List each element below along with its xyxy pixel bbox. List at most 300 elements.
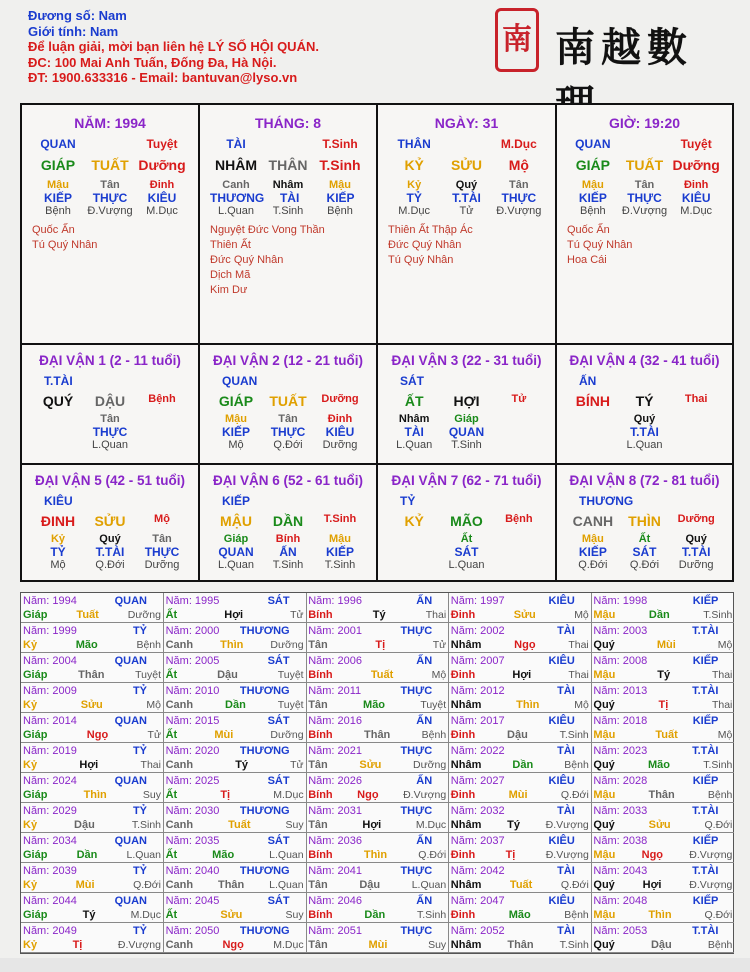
year-cell: [164, 623, 307, 653]
daivan-phase-2: T.Sinh: [324, 559, 356, 571]
pillar-main-2: Mộ: [508, 157, 529, 173]
year-row-bottom: [451, 908, 589, 922]
daivan-phase-0: Mộ: [228, 439, 244, 451]
year-row-top: [23, 654, 161, 668]
year-label: Năm: 2001: [308, 625, 362, 637]
year-branch: Dần: [76, 849, 98, 861]
year-row-top: [308, 834, 446, 848]
pillar-hidden-0: Mậu: [581, 179, 604, 191]
year-label: Năm: 2029: [23, 805, 77, 817]
year-branch: Hợi: [79, 759, 99, 771]
year-god: KIẾP: [692, 595, 719, 607]
year-branch: Mão: [212, 849, 235, 861]
year-phase: Tử: [147, 729, 161, 741]
year-branch: Dần: [364, 909, 386, 921]
year-phase: Thai: [425, 609, 447, 621]
year-stem: Giáp: [23, 909, 48, 921]
daivan-phase-0: [388, 559, 440, 571]
pillar-phase: [557, 205, 732, 217]
daivan-main: [557, 393, 732, 409]
year-god: KIÊU: [548, 595, 575, 607]
bottom-bar: [0, 958, 750, 972]
daivan-gods: [557, 545, 732, 559]
daivan-phase: [557, 439, 732, 451]
year-cell: [21, 893, 164, 923]
year-row-bottom: [23, 848, 161, 862]
daivan-hidden-1: Tân: [100, 413, 120, 425]
year-god: THỰC: [400, 865, 433, 877]
year-stem: Mậu: [593, 729, 616, 741]
star-item: Tú Quý Nhân: [567, 239, 633, 251]
daivan-main: [22, 513, 198, 529]
pillar-main-2: Dưỡng: [138, 157, 186, 173]
pillar-gods-0: KIẾP: [578, 191, 607, 205]
daivan-phase-2: [493, 559, 545, 571]
daivan-phase: [200, 559, 376, 571]
year-row-top: [23, 924, 161, 938]
year-god: ẤN: [416, 775, 433, 787]
year-row-top: [593, 834, 732, 848]
year-god: T.TÀI: [692, 625, 719, 637]
pillar-top-0: QUAN: [40, 137, 76, 151]
year-stem: Nhâm: [450, 639, 482, 651]
daivan-phase: [378, 559, 555, 571]
pillar-top: [378, 137, 555, 151]
daivan-cell: [22, 345, 200, 465]
year-cell: [306, 863, 449, 893]
year-row-top: [308, 714, 446, 728]
year-label: Năm: 2009: [23, 685, 77, 697]
year-row-bottom: [308, 818, 446, 832]
year-stem: Giáp: [23, 849, 48, 861]
pillar-phase: [200, 205, 376, 217]
daivan-hidden: [557, 533, 732, 545]
year-label: Năm: 2049: [23, 925, 77, 937]
year-branch: Tị: [375, 639, 386, 651]
pillar-hidden: [200, 179, 376, 191]
daivan-main-2: Bệnh: [148, 393, 176, 405]
pillar-phase-0: Bệnh: [45, 205, 71, 217]
year-branch: Mão: [75, 639, 98, 651]
year-branch: Tý: [372, 609, 386, 621]
year-stem: Canh: [165, 759, 194, 771]
daivan-title: ĐẠI VẬN 2 (12 - 21 tuổi): [212, 353, 364, 368]
year-phase: Q.Đới: [560, 789, 589, 801]
year-cell: [306, 773, 449, 803]
pillar-main-1: THÂN: [268, 157, 308, 173]
year-phase: M.Dục: [415, 819, 447, 831]
year-phase: Mộ: [717, 639, 733, 651]
pillar-top-0: QUAN: [575, 137, 611, 151]
star-item: Tú Quý Nhân: [32, 239, 98, 251]
year-stem: Mậu: [593, 909, 616, 921]
daivan-phase-1: T.Sinh: [272, 559, 304, 571]
contact-line: Để luận giải, mời bạn liên hệ LÝ SỐ HỘI QUÁN.: [28, 39, 319, 54]
daivan-main-0: BÍNH: [575, 393, 610, 409]
year-row-top: [308, 894, 446, 908]
year-branch: Hợi: [362, 819, 382, 831]
year-label: Năm: 2014: [23, 715, 77, 727]
year-god: THỰC: [400, 925, 433, 937]
year-row-top: [23, 594, 161, 608]
year-branch: Dậu: [217, 669, 238, 681]
year-god: KIẾP: [692, 895, 719, 907]
year-cell: [21, 833, 164, 863]
year-god: QUAN: [114, 715, 147, 727]
daivan-hidden: [378, 413, 555, 425]
year-phase: Bệnh: [707, 939, 733, 951]
daivan-gods-2: KIẾP: [325, 545, 354, 559]
chart-grid: [20, 103, 734, 582]
pillar-top-0: THÂN: [397, 137, 431, 151]
year-label: Năm: 2052: [450, 925, 505, 937]
year-god: KIÊU: [548, 715, 575, 727]
daivan-main-0: KỶ: [404, 513, 424, 529]
year-god: THỰC: [400, 625, 433, 637]
daivan-phase: [22, 439, 198, 451]
year-label: Năm: 2017: [450, 715, 505, 727]
year-phase: L.Quan: [269, 849, 304, 861]
daivan-gods-2: THỰC: [144, 545, 180, 559]
logo-text: 南越數: [555, 24, 693, 71]
daivan-gods-0: [567, 425, 619, 439]
year-label: Năm: 2031: [308, 805, 362, 817]
year-god: ẤN: [416, 835, 433, 847]
daivan-phase: [200, 439, 376, 451]
year-phase: Dưỡng: [270, 639, 304, 651]
year-stem: Kỷ: [23, 939, 38, 951]
daivan-top-god: TỶ: [400, 494, 416, 508]
logo: [495, 6, 735, 78]
daivan-top-god: KIẾP: [222, 494, 251, 508]
year-phase: Bệnh: [707, 789, 733, 801]
year-cell: [449, 593, 592, 623]
year-cell: [591, 683, 734, 713]
year-row-bottom: [593, 728, 732, 742]
pillar-phase-0: M.Dục: [398, 205, 431, 217]
year-label: Năm: 2028: [593, 775, 648, 787]
year-row-bottom: [23, 788, 161, 802]
daivan-gods-0: KIẾP: [578, 545, 607, 559]
daivan-gods-1: T.TÀI: [95, 545, 125, 559]
year-phase: Thai: [711, 669, 733, 681]
year-row-bottom: [308, 728, 446, 742]
year-phase: Bệnh: [421, 729, 447, 741]
year-god: THỰC: [400, 805, 433, 817]
pillar-cell: [200, 105, 378, 345]
year-stem: Canh: [165, 639, 194, 651]
year-cell: [306, 833, 449, 863]
year-phase: Mộ: [574, 699, 589, 711]
daivan-hidden-0: [32, 413, 84, 425]
daivan-phase: [557, 559, 732, 571]
year-row-bottom: [308, 698, 446, 712]
year-branch: Thân: [648, 789, 675, 801]
daivan-main: [378, 393, 555, 409]
year-stem: Ất: [165, 789, 178, 801]
daivan-hidden-2: [493, 413, 545, 425]
year-row-bottom: [166, 908, 304, 922]
daivan-main-0: CANH: [572, 513, 614, 529]
year-stem: Kỷ: [23, 699, 38, 711]
year-row-bottom: [593, 938, 732, 952]
year-branch: Tý: [82, 909, 96, 921]
daivan-gods-2: [493, 545, 545, 559]
year-cell: [591, 593, 734, 623]
pillar-hidden-0: Canh: [222, 179, 250, 191]
year-god: ẤN: [416, 895, 433, 907]
pillar-top-1: [262, 137, 314, 151]
year-label: Năm: 2042: [450, 865, 505, 877]
pillar-gods-0: THƯƠNG: [210, 191, 265, 205]
daivan-main: [378, 513, 555, 529]
year-phase: T.Sinh: [703, 609, 733, 621]
year-phase: Dưỡng: [413, 759, 447, 771]
year-label: Năm: 2025: [165, 775, 220, 787]
year-god: SÁT: [267, 895, 290, 907]
year-stem: Nhâm: [450, 879, 482, 891]
year-row-top: [166, 924, 304, 938]
year-cell: [591, 623, 734, 653]
year-branch: Tý: [507, 819, 520, 831]
year-row-bottom: [23, 758, 161, 772]
pillar-gods: [22, 191, 198, 205]
year-god: TÀI: [557, 745, 575, 757]
year-grid: [20, 592, 734, 954]
year-row-bottom: [451, 608, 589, 622]
star-item: Tú Quý Nhân: [388, 254, 454, 266]
year-god: KIÊU: [548, 775, 575, 787]
year-god: SÁT: [267, 775, 290, 787]
daivan-phase: [378, 439, 555, 451]
phone-line: ĐT: 1900.633316 - Email: bantuvan@lyso.vn: [28, 70, 298, 85]
daivan-hidden-1: Tân: [278, 413, 298, 425]
year-row-top: [308, 774, 446, 788]
year-stem: Mậu: [593, 849, 616, 861]
daivan-gods-1: ẤN: [279, 545, 297, 559]
year-branch: Thân: [217, 879, 245, 891]
year-branch: Mão: [508, 909, 531, 921]
year-cell: [306, 623, 449, 653]
year-row-bottom: [166, 788, 304, 802]
year-row-bottom: [308, 668, 446, 682]
year-branch: Thìn: [83, 789, 107, 801]
pillar-main: [557, 157, 732, 173]
year-phase: Q.Đới: [560, 879, 589, 891]
year-row-top: [451, 744, 589, 758]
year-row-bottom: [166, 698, 304, 712]
year-stem: Đinh: [450, 909, 476, 921]
pillar-gods-1: TÀI: [279, 191, 300, 205]
year-branch: Thìn: [363, 849, 388, 861]
daivan-gods-1: QUAN: [448, 425, 485, 439]
address-line: ĐC: 100 Mai Anh Tuấn, Đống Đa, Hà Nội.: [28, 54, 277, 70]
year-row-bottom: [451, 668, 589, 682]
year-label: Năm: 2050: [165, 925, 220, 937]
daivan-top-god: T.TÀI: [44, 374, 73, 388]
pillar-phase-2: M.Dục: [680, 205, 713, 217]
year-row-bottom: [451, 878, 589, 892]
year-label: Năm: 1998: [593, 595, 648, 607]
year-row-top: [593, 594, 732, 608]
year-row-top: [451, 834, 589, 848]
year-row-top: [23, 624, 161, 638]
year-stem: Canh: [165, 879, 194, 891]
daivan-main: [557, 513, 732, 529]
year-row-top: [593, 924, 732, 938]
year-label: Năm: 1994: [23, 595, 77, 607]
year-stem: Canh: [165, 819, 194, 831]
star-item: Thiên Ất Thập Ác: [388, 224, 473, 236]
pillar-phase-2: M.Dục: [146, 205, 178, 217]
year-phase: Tuyệt: [135, 669, 161, 681]
pillar-top-1: [619, 137, 671, 151]
year-cell: [306, 683, 449, 713]
year-branch: Thìn: [220, 639, 244, 651]
year-phase: Tuyệt: [277, 699, 304, 711]
year-stem: Quý: [593, 759, 615, 771]
pillar-hidden-2: Mậu: [329, 179, 351, 191]
pillar-cell: [22, 105, 200, 345]
year-god: THỰC: [400, 745, 433, 757]
pillar-top: [22, 137, 198, 151]
pillar-top-2: Tuyệt: [680, 137, 712, 151]
year-god: SÁT: [267, 595, 290, 607]
year-cell: [164, 773, 307, 803]
year-stem: Bính: [308, 729, 333, 741]
year-row-bottom: [593, 668, 732, 682]
pillar-main: [200, 157, 376, 173]
owner-line: Đương số: Nam: [28, 8, 127, 23]
year-branch: Ngọ: [222, 939, 244, 951]
daivan-main-0: MẬU: [220, 513, 252, 529]
year-god: THƯƠNG: [239, 745, 290, 757]
pillar-main-0: KỶ: [404, 157, 424, 173]
daivan-main-2: Thai: [684, 393, 708, 405]
daivan-phase-0: L.Quan: [396, 439, 433, 451]
pillar-phase-1: T.Sinh: [272, 205, 304, 217]
daivan-main-2: Tử: [511, 393, 527, 405]
year-branch: Mùi: [368, 939, 388, 951]
year-stem: Quý: [593, 699, 615, 711]
year-row-bottom: [166, 878, 304, 892]
daivan-phase-1: L.Quan: [91, 439, 129, 451]
year-stem: Giáp: [23, 789, 48, 801]
daivan-hidden-1: Bính: [275, 533, 301, 545]
year-branch: Thân: [507, 939, 534, 951]
year-branch: Tị: [220, 789, 231, 801]
daivan-top-god: QUAN: [222, 374, 258, 388]
year-phase: Mộ: [717, 729, 733, 741]
year-stem: Ất: [165, 729, 178, 741]
daivan-gods-2: KIÊU: [325, 425, 355, 439]
daivan-gods-0: QUAN: [218, 545, 254, 559]
pillar-hidden-2: Đinh: [149, 179, 175, 191]
pillar-title: THÁNG: 8: [254, 115, 322, 131]
year-row-bottom: [593, 608, 732, 622]
year-phase: T.Sinh: [559, 939, 589, 951]
daivan-gods-0: TỶ: [50, 545, 66, 559]
pillar-title: NĂM: 1994: [74, 115, 146, 131]
year-god: KIẾP: [692, 775, 719, 787]
year-phase: L.Quan: [411, 879, 447, 891]
year-row-top: [23, 894, 161, 908]
year-label: Năm: 2030: [165, 805, 220, 817]
year-row-top: [451, 924, 589, 938]
year-god: TÀI: [557, 685, 575, 697]
year-god: TÀI: [557, 865, 575, 877]
year-stem: Đinh: [450, 849, 476, 861]
year-label: Năm: 2019: [23, 745, 77, 757]
pillar-main: [378, 157, 555, 173]
daivan-phase-0: L.Quan: [217, 559, 255, 571]
pillar-phase-1: Đ.Vượng: [87, 205, 133, 217]
pillar-phase-2: Đ.Vượng: [496, 205, 542, 217]
year-stem: Bính: [308, 789, 333, 801]
year-row-bottom: [23, 818, 161, 832]
year-label: Năm: 2034: [23, 835, 77, 847]
year-row-top: [308, 924, 446, 938]
header-info: [28, 8, 319, 86]
year-row-top: [308, 804, 446, 818]
pillar-gods-1: T.TÀI: [452, 191, 481, 205]
daivan-phase-2: [136, 439, 188, 451]
year-branch: Mão: [648, 759, 670, 771]
year-god: THƯƠNG: [239, 625, 290, 637]
year-stem: Canh: [165, 699, 194, 711]
year-cell: [591, 743, 734, 773]
year-row-top: [23, 684, 161, 698]
year-god: QUAN: [114, 655, 147, 667]
year-phase: T.Sinh: [559, 729, 589, 741]
year-row-top: [308, 864, 446, 878]
year-row-bottom: [166, 938, 304, 952]
daivan-main-2: Mộ: [154, 513, 170, 525]
pillar-main-1: TUẤT: [91, 157, 129, 173]
pillar-hidden-1: Tân: [100, 179, 120, 191]
daivan-hidden-2: Quý: [685, 533, 707, 545]
daivan-title: ĐẠI VẬN 7 (62 - 71 tuổi): [391, 473, 542, 488]
year-row-bottom: [451, 758, 589, 772]
daivan-phase-2: Dưỡng: [144, 559, 180, 571]
year-phase: Thai: [140, 759, 161, 771]
year-branch: Tuất: [228, 819, 251, 831]
daivan-main-1: HỢI: [453, 393, 480, 409]
year-cell: [591, 653, 734, 683]
year-stem: Mậu: [593, 609, 616, 621]
year-branch: Dậu: [74, 819, 95, 831]
year-row-top: [593, 894, 732, 908]
daivan-gods-2: [493, 425, 545, 439]
pillar-gods-0: TỶ: [406, 191, 422, 205]
year-stem: Kỷ: [23, 879, 38, 891]
year-row-bottom: [308, 758, 446, 772]
daivan-main-2: T.Sinh: [323, 513, 357, 525]
daivan-phase-2: [670, 439, 722, 451]
year-branch: Sửu: [648, 819, 671, 831]
year-label: Năm: 1997: [450, 595, 505, 607]
year-stem: Tân: [308, 759, 328, 771]
daivan-hidden-0: Mậu: [225, 413, 247, 425]
daivan-main-2: Bệnh: [505, 513, 533, 525]
year-branch: Tý: [657, 669, 671, 681]
star-item: Hoa Cái: [567, 254, 607, 266]
year-phase: Đ.Vượng: [117, 939, 161, 951]
year-stem: Tân: [308, 879, 328, 891]
year-row-top: [166, 654, 304, 668]
year-phase: Dưỡng: [270, 729, 304, 741]
year-phase: T.Sinh: [131, 819, 161, 831]
